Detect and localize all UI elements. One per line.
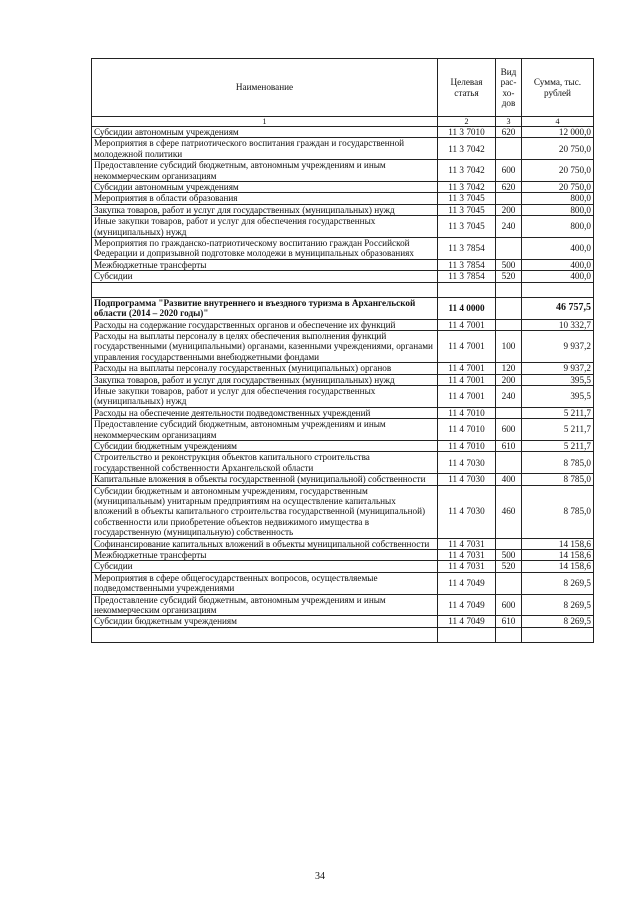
header-name: Наименование bbox=[92, 59, 438, 117]
column-number: 3 bbox=[496, 117, 522, 127]
row-kind-cell bbox=[496, 407, 522, 418]
row-name-cell: Закупка товаров, работ и услуг для государственных (муниципальных) нужд bbox=[92, 374, 438, 385]
empty-cell bbox=[438, 627, 496, 642]
row-sum-cell: 5 211,7 bbox=[522, 419, 594, 441]
row-kind-cell: 600 bbox=[496, 160, 522, 182]
row-sum-cell: 20 750,0 bbox=[522, 182, 594, 193]
row-name-cell: Подпрограмма "Развитие внутреннего и въездного туризма в Архангельской области (2014 – 2020 годы)" bbox=[92, 297, 438, 319]
table-row bbox=[92, 616, 594, 627]
row-code-cell: 11 4 7001 bbox=[438, 363, 496, 374]
row-name-cell: Мероприятия в сфере общегосударственных вопросов, осуществляемые подведомственными учреждениями bbox=[92, 572, 438, 594]
row-name-cell: Расходы на выплаты персоналу государственных (муниципальных) органов bbox=[92, 363, 438, 374]
row-name-cell: Субсидии bbox=[92, 561, 438, 572]
empty-cell bbox=[438, 282, 496, 297]
row-code-cell: 11 4 7031 bbox=[438, 550, 496, 561]
row-code-cell: 11 3 7045 bbox=[438, 216, 496, 238]
row-sum-cell: 8 785,0 bbox=[522, 474, 594, 485]
row-code-cell: 11 4 7049 bbox=[438, 594, 496, 616]
row-name-cell: Межбюджетные трансферты bbox=[92, 259, 438, 270]
row-kind-cell bbox=[496, 193, 522, 204]
row-kind-cell: 600 bbox=[496, 594, 522, 616]
column-number: 2 bbox=[438, 117, 496, 127]
row-kind-cell bbox=[496, 319, 522, 330]
row-code-cell: 11 4 7010 bbox=[438, 419, 496, 441]
row-kind-cell: 500 bbox=[496, 550, 522, 561]
row-kind-cell bbox=[496, 297, 522, 319]
table-row bbox=[92, 238, 594, 260]
table-row bbox=[92, 419, 594, 441]
row-sum-cell: 14 158,6 bbox=[522, 561, 594, 572]
row-name-cell: Строительство и реконструкция объектов капитального строительства государственной собственности Архангельской области bbox=[92, 452, 438, 474]
row-kind-cell: 200 bbox=[496, 204, 522, 215]
row-code-cell: 11 4 7030 bbox=[438, 452, 496, 474]
row-sum-cell: 20 750,0 bbox=[522, 138, 594, 160]
table-row bbox=[92, 182, 594, 193]
row-name-cell: Субсидии бюджетным и автономным учреждениям, государственным (муниципальным) унитарным предприятиям на осуществление капитальных вложений в объекты капитального строительства государственной (муниципальной) собственности или приобретение объектов недвижимого имущества в государственную (муниципальную) собственность bbox=[92, 485, 438, 538]
row-name-cell: Софинансирование капитальных вложений в объекты муниципальной собственности bbox=[92, 538, 438, 549]
empty-cell bbox=[522, 282, 594, 297]
row-code-cell: 11 3 7042 bbox=[438, 138, 496, 160]
row-code-cell: 11 3 7854 bbox=[438, 271, 496, 282]
empty-cell bbox=[496, 627, 522, 642]
table-row bbox=[92, 138, 594, 160]
row-name-cell: Мероприятия в сфере патриотического воспитания граждан и государственной молодежной политики bbox=[92, 138, 438, 160]
row-code-cell: 11 4 7030 bbox=[438, 474, 496, 485]
table-row bbox=[92, 330, 594, 362]
row-code-cell: 11 3 7045 bbox=[438, 193, 496, 204]
row-name-cell: Расходы на обеспечение деятельности подведомственных учреждений bbox=[92, 407, 438, 418]
row-kind-cell: 620 bbox=[496, 182, 522, 193]
row-sum-cell: 400,0 bbox=[522, 238, 594, 260]
row-kind-cell: 240 bbox=[496, 216, 522, 238]
row-sum-cell: 5 211,7 bbox=[522, 407, 594, 418]
row-sum-cell: 8 269,5 bbox=[522, 594, 594, 616]
row-sum-cell: 5 211,7 bbox=[522, 440, 594, 451]
empty-cell bbox=[522, 627, 594, 642]
row-code-cell: 11 3 7854 bbox=[438, 238, 496, 260]
table-row bbox=[92, 474, 594, 485]
table-row bbox=[92, 127, 594, 138]
row-name-cell: Предоставление субсидий бюджетным, автономным учреждениям и иным некоммерческим организациям bbox=[92, 419, 438, 441]
column-number: 4 bbox=[522, 117, 594, 127]
row-kind-cell: 520 bbox=[496, 561, 522, 572]
row-name-cell: Субсидии бюджетным учреждениям bbox=[92, 440, 438, 451]
row-name-cell: Расходы на содержание государственных органов и обеспечение их функций bbox=[92, 319, 438, 330]
table-row bbox=[92, 440, 594, 451]
row-sum-cell: 800,0 bbox=[522, 193, 594, 204]
empty-cell bbox=[496, 282, 522, 297]
spacer-row bbox=[92, 282, 594, 297]
column-number: 1 bbox=[92, 117, 438, 127]
table-row bbox=[92, 259, 594, 270]
header-code: Целевая статья bbox=[438, 59, 496, 117]
table-body bbox=[92, 127, 594, 643]
row-name-cell: Расходы на выплаты персоналу в целях обеспечения выполнения функций государственными (муниципальными) органами, казенными учреждениями, органами управления государственными внебюджетными фондами bbox=[92, 330, 438, 362]
row-code-cell: 11 4 7049 bbox=[438, 572, 496, 594]
row-sum-cell: 20 750,0 bbox=[522, 160, 594, 182]
row-name-cell: Капитальные вложения в объекты государственной (муниципальной) собственности bbox=[92, 474, 438, 485]
row-sum-cell: 12 000,0 bbox=[522, 127, 594, 138]
table-row bbox=[92, 160, 594, 182]
row-kind-cell: 400 bbox=[496, 474, 522, 485]
row-kind-cell bbox=[496, 138, 522, 160]
row-sum-cell: 395,5 bbox=[522, 385, 594, 407]
row-name-cell: Мероприятия по гражданско-патриотическому воспитанию граждан Российской Федерации и допризывной подготовке молодежи в муниципальных образованиях bbox=[92, 238, 438, 260]
table-row bbox=[92, 297, 594, 319]
header-kind: Вид рас-хо-дов bbox=[496, 59, 522, 117]
row-sum-cell: 8 785,0 bbox=[522, 485, 594, 538]
row-name-cell: Иные закупки товаров, работ и услуг для обеспечения государственных (муниципальных) нужд bbox=[92, 216, 438, 238]
row-kind-cell: 500 bbox=[496, 259, 522, 270]
row-kind-cell: 120 bbox=[496, 363, 522, 374]
row-name-cell: Предоставление субсидий бюджетным, автономным учреждениям и иным некоммерческим организациям bbox=[92, 160, 438, 182]
row-code-cell: 11 4 7001 bbox=[438, 319, 496, 330]
row-sum-cell: 8 269,5 bbox=[522, 616, 594, 627]
table-row bbox=[92, 452, 594, 474]
table-row bbox=[92, 271, 594, 282]
row-code-cell: 11 3 7042 bbox=[438, 160, 496, 182]
row-sum-cell: 800,0 bbox=[522, 216, 594, 238]
row-name-cell: Субсидии автономным учреждениям bbox=[92, 127, 438, 138]
row-name-cell: Субсидии бюджетным учреждениям bbox=[92, 616, 438, 627]
row-sum-cell: 400,0 bbox=[522, 259, 594, 270]
row-sum-cell: 800,0 bbox=[522, 204, 594, 215]
table-header-row bbox=[92, 59, 594, 117]
row-code-cell: 11 4 7010 bbox=[438, 440, 496, 451]
row-kind-cell: 610 bbox=[496, 616, 522, 627]
table-row bbox=[92, 204, 594, 215]
table-row bbox=[92, 374, 594, 385]
table-row bbox=[92, 319, 594, 330]
table-row bbox=[92, 538, 594, 549]
row-kind-cell: 460 bbox=[496, 485, 522, 538]
row-code-cell: 11 4 7001 bbox=[438, 385, 496, 407]
row-sum-cell: 395,5 bbox=[522, 374, 594, 385]
page-number: 34 bbox=[315, 871, 325, 882]
row-name-cell: Субсидии автономным учреждениям bbox=[92, 182, 438, 193]
row-code-cell: 11 3 7010 bbox=[438, 127, 496, 138]
column-number-row bbox=[92, 117, 594, 127]
header-sum: Сумма, тыс. рублей bbox=[522, 59, 594, 117]
row-code-cell: 11 3 7045 bbox=[438, 204, 496, 215]
row-sum-cell: 8 785,0 bbox=[522, 452, 594, 474]
row-code-cell: 11 4 7049 bbox=[438, 616, 496, 627]
row-sum-cell: 14 158,6 bbox=[522, 550, 594, 561]
row-code-cell: 11 4 7001 bbox=[438, 330, 496, 362]
table-row bbox=[92, 561, 594, 572]
row-kind-cell bbox=[496, 572, 522, 594]
row-kind-cell bbox=[496, 238, 522, 260]
empty-cell bbox=[92, 627, 438, 642]
row-code-cell: 11 3 7042 bbox=[438, 182, 496, 193]
row-kind-cell: 100 bbox=[496, 330, 522, 362]
row-kind-cell bbox=[496, 452, 522, 474]
table-row bbox=[92, 572, 594, 594]
row-sum-cell: 10 332,7 bbox=[522, 319, 594, 330]
row-kind-cell: 520 bbox=[496, 271, 522, 282]
table-row bbox=[92, 550, 594, 561]
row-kind-cell: 620 bbox=[496, 127, 522, 138]
table-row bbox=[92, 594, 594, 616]
row-kind-cell bbox=[496, 538, 522, 549]
row-kind-cell: 610 bbox=[496, 440, 522, 451]
row-name-cell: Межбюджетные трансферты bbox=[92, 550, 438, 561]
row-code-cell: 11 4 7031 bbox=[438, 561, 496, 572]
row-code-cell: 11 3 7854 bbox=[438, 259, 496, 270]
empty-cell bbox=[92, 282, 438, 297]
row-kind-cell: 240 bbox=[496, 385, 522, 407]
row-sum-cell: 46 757,5 bbox=[522, 297, 594, 319]
row-kind-cell: 200 bbox=[496, 374, 522, 385]
row-sum-cell: 400,0 bbox=[522, 271, 594, 282]
row-code-cell: 11 4 0000 bbox=[438, 297, 496, 319]
row-name-cell: Мероприятия в области образования bbox=[92, 193, 438, 204]
table-row bbox=[92, 407, 594, 418]
row-sum-cell: 9 937,2 bbox=[522, 330, 594, 362]
row-sum-cell: 14 158,6 bbox=[522, 538, 594, 549]
row-name-cell: Иные закупки товаров, работ и услуг для обеспечения государственных (муниципальных) нужд bbox=[92, 385, 438, 407]
table-row bbox=[92, 485, 594, 538]
table-row bbox=[92, 193, 594, 204]
row-name-cell: Закупка товаров, работ и услуг для государственных (муниципальных) нужд bbox=[92, 204, 438, 215]
table-row bbox=[92, 216, 594, 238]
row-code-cell: 11 4 7031 bbox=[438, 538, 496, 549]
row-code-cell: 11 4 7030 bbox=[438, 485, 496, 538]
row-name-cell: Предоставление субсидий бюджетным, автономным учреждениям и иным некоммерческим организациям bbox=[92, 594, 438, 616]
row-name-cell: Субсидии bbox=[92, 271, 438, 282]
row-sum-cell: 9 937,2 bbox=[522, 363, 594, 374]
row-sum-cell: 8 269,5 bbox=[522, 572, 594, 594]
table-row bbox=[92, 385, 594, 407]
row-kind-cell: 600 bbox=[496, 419, 522, 441]
spacer-row bbox=[92, 627, 594, 642]
row-code-cell: 11 4 7010 bbox=[438, 407, 496, 418]
budget-table bbox=[91, 58, 594, 643]
row-code-cell: 11 4 7001 bbox=[438, 374, 496, 385]
table-row bbox=[92, 363, 594, 374]
